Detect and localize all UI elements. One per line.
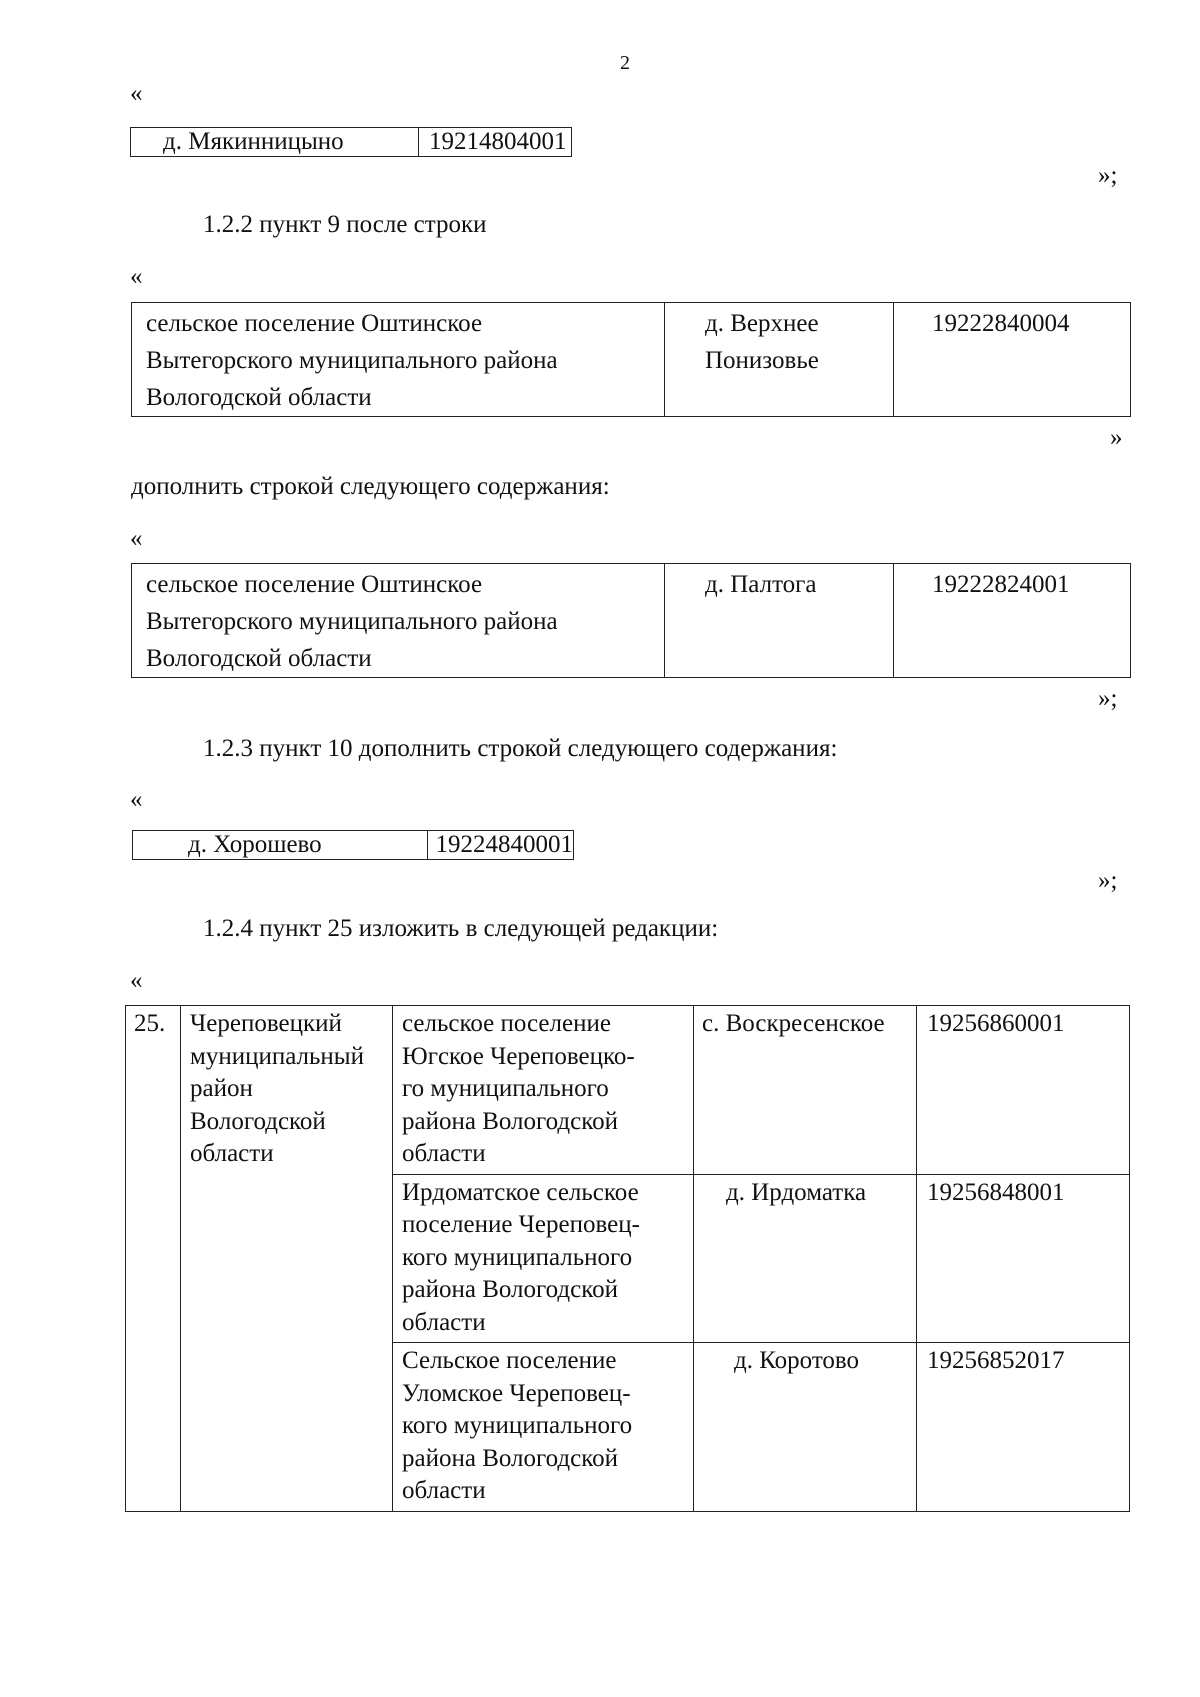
settlement-line: кого муниципального bbox=[402, 1243, 633, 1271]
settlement-cell bbox=[393, 1343, 694, 1512]
open-quote: « bbox=[130, 263, 143, 290]
code-cell: 19256852017 bbox=[917, 1343, 1130, 1512]
small-table-2 bbox=[132, 830, 574, 860]
settlement-cell bbox=[132, 564, 665, 678]
settlement-line: Вологодской области bbox=[146, 384, 372, 411]
settlement-line: сельское поселение Оштинское bbox=[146, 310, 483, 337]
table-new-row bbox=[131, 563, 1131, 678]
paragraph-1-2-3: 1.2.3 пункт 10 дополнить строкой следующего содержания: bbox=[203, 735, 838, 762]
paragraph-1-2-2: 1.2.2 пункт 9 после строки bbox=[203, 211, 487, 238]
code-cell: 19256860001 bbox=[917, 1006, 1130, 1175]
open-quote: « bbox=[130, 525, 143, 552]
settlement-line: района Вологодской bbox=[402, 1107, 619, 1135]
settlement-line: кого муниципального bbox=[402, 1412, 633, 1439]
place-cell bbox=[665, 303, 894, 417]
settlement-line: Вытегорского муниципального района bbox=[146, 347, 558, 374]
settlement-line: Югское Череповецко- bbox=[402, 1042, 635, 1070]
settlement-line: сельское поселение bbox=[402, 1010, 611, 1037]
close-quote: »; bbox=[1098, 867, 1118, 894]
settlement-line: Ирдоматское сельское bbox=[402, 1178, 639, 1206]
settlement-cell bbox=[132, 303, 665, 417]
settlement-line: поселение Череповец- bbox=[402, 1211, 640, 1238]
district-line: области bbox=[190, 1140, 274, 1167]
settlement-cell bbox=[393, 1006, 694, 1175]
place-cell: д. Ирдоматка bbox=[694, 1174, 917, 1343]
place-cell: д. Коротово bbox=[694, 1343, 917, 1512]
settlement-line: области bbox=[402, 1140, 486, 1167]
table-after-row bbox=[131, 302, 1131, 417]
settlement-line: сельское поселение Оштинское bbox=[146, 571, 483, 598]
supplement-text: дополнить строкой следующего содержания: bbox=[131, 473, 610, 500]
place-cell: д. Палтога bbox=[665, 564, 894, 678]
settlement-line: Вологодской области bbox=[146, 645, 372, 672]
district-line: район bbox=[190, 1075, 253, 1102]
place-line: Понизовье bbox=[705, 347, 819, 374]
close-quote: » bbox=[1110, 424, 1123, 451]
settlement-line: района Вологодской bbox=[402, 1276, 619, 1303]
open-quote: « bbox=[130, 786, 143, 813]
settlement-line: области bbox=[402, 1477, 486, 1504]
settlement-line: области bbox=[402, 1308, 486, 1336]
place-cell: д. Мякинницыно bbox=[131, 128, 419, 157]
code-cell: 19222824001 bbox=[894, 564, 1131, 678]
place-cell: с. Воскресенское bbox=[694, 1006, 917, 1175]
place-line: д. Верхнее bbox=[705, 310, 819, 337]
item-number-cell: 25. bbox=[126, 1006, 181, 1512]
place-cell: д. Хорошево bbox=[133, 831, 428, 860]
district-line: Череповецкий bbox=[190, 1010, 342, 1037]
settlement-line: го муниципального bbox=[402, 1075, 609, 1102]
table-item-25 bbox=[125, 1005, 1130, 1512]
page-number: 2 bbox=[620, 52, 630, 74]
paragraph-1-2-4: 1.2.4 пункт 25 изложить в следующей редакции: bbox=[203, 915, 719, 942]
small-table-1 bbox=[130, 127, 572, 157]
open-quote: « bbox=[130, 967, 143, 994]
code-cell: 19222840004 bbox=[894, 303, 1131, 417]
settlement-line: Вытегорского муниципального района bbox=[146, 608, 558, 635]
settlement-line: района Вологодской bbox=[402, 1444, 619, 1472]
close-quote: »; bbox=[1098, 162, 1118, 189]
code-cell: 19256848001 bbox=[917, 1174, 1130, 1343]
district-line: Вологодской bbox=[190, 1107, 326, 1135]
settlement-line: Сельское поселение bbox=[402, 1347, 617, 1374]
open-quote: « bbox=[130, 80, 143, 107]
close-quote: »; bbox=[1098, 685, 1118, 712]
code-cell: 19224840001 bbox=[427, 831, 574, 860]
code-cell: 19214804001 bbox=[419, 128, 572, 157]
settlement-cell bbox=[393, 1174, 694, 1343]
district-cell bbox=[181, 1006, 393, 1512]
district-line: муниципальный bbox=[190, 1042, 364, 1070]
settlement-line: Уломское Череповец- bbox=[402, 1379, 631, 1407]
